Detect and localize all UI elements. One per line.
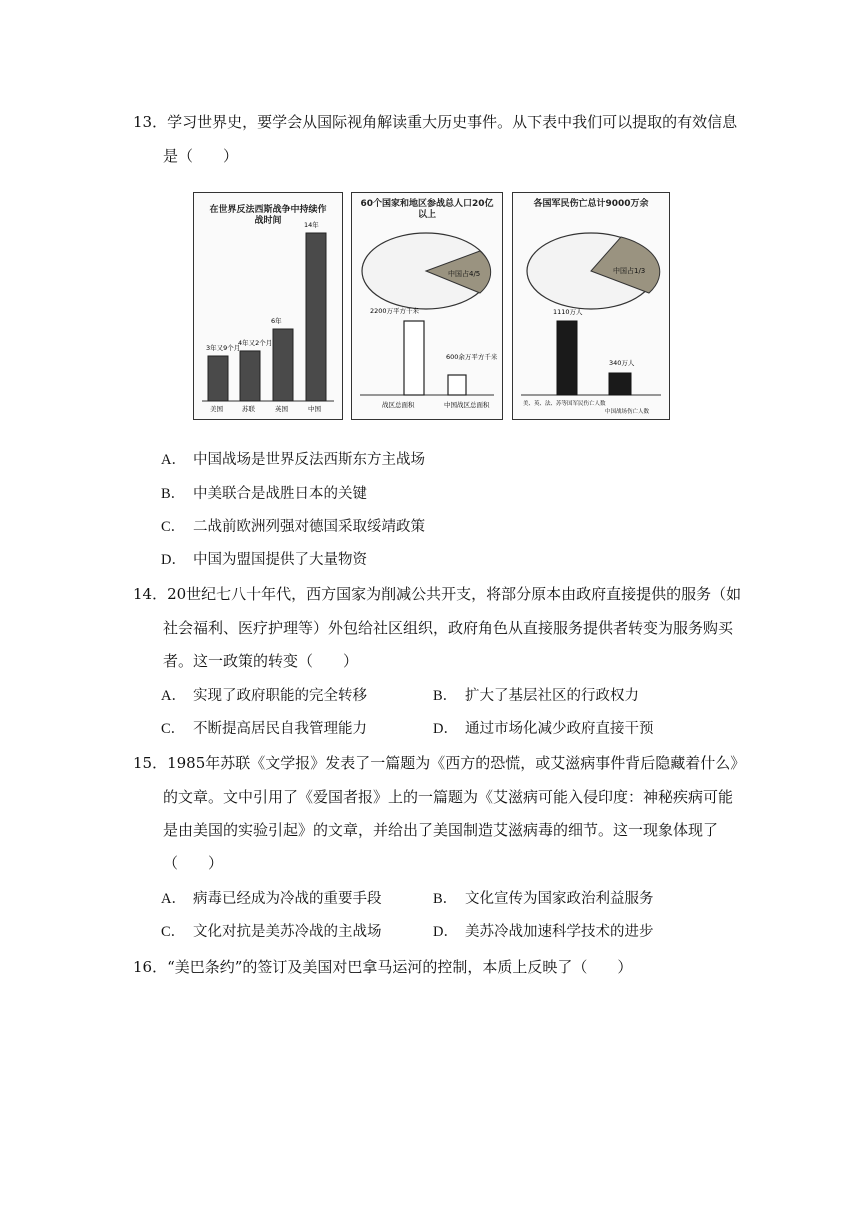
- duration-bar-value-label: 4年又2个月: [238, 338, 273, 347]
- q13-figure: [193, 192, 673, 422]
- option-text: 文化宣传为国家政治利益服务: [465, 891, 654, 907]
- q14-stem-line1: 14．20世纪七八十年代，西方国家为削减公共开支，将部分原本由政府直接提供的服务（如: [133, 585, 742, 603]
- panel-population: [351, 192, 503, 420]
- option-letter: A．: [161, 891, 186, 907]
- option-letter: B．: [433, 891, 458, 907]
- option-text: 病毒已经成为冷战的重要手段: [193, 891, 382, 907]
- option-text: 扩大了基层社区的行政权力: [465, 688, 639, 704]
- option-letter: A．: [161, 452, 186, 468]
- q14-option-b[interactable]: [433, 686, 639, 706]
- duration-bar-category-label: 英国: [275, 405, 288, 413]
- q16-stem-line1: 16．“美巴条约”的签订及美国对巴拿马运河的控制，本质上反映了（ ）: [133, 958, 633, 976]
- casualties-pie-label: 中国占1/3: [613, 267, 646, 275]
- category-war-area: 战区总面积: [382, 401, 415, 409]
- q13-option-b[interactable]: [161, 484, 367, 504]
- population-pie-label: 中国占4/5: [448, 270, 481, 278]
- q14-stem-line2: 社会福利、医疗护理等）外包给社区组织，政府角色从直接服务提供者转变为服务购买: [163, 619, 734, 637]
- q15-option-a[interactable]: [161, 889, 382, 909]
- option-text: 通过市场化减少政府直接干预: [465, 721, 654, 737]
- duration-bar: [273, 329, 293, 401]
- option-text: 中国战场是世界反法西斯东方主战场: [193, 452, 425, 468]
- option-text: 实现了政府职能的完全转移: [193, 688, 367, 704]
- bar-war-area: [404, 321, 424, 395]
- bar-china-casualties: [609, 373, 631, 395]
- duration-bar: [208, 356, 228, 401]
- bar-allied-casualties-label: 1110万人: [553, 308, 583, 316]
- panel-casualties-chart: [513, 193, 668, 418]
- option-letter: C．: [161, 924, 186, 940]
- q13-stem-line2: 是（ ）: [163, 147, 239, 165]
- bar-war-area-label: 2200万平方千米: [370, 307, 420, 315]
- category-china-area: 中国战区总面积: [444, 401, 490, 409]
- option-text: 不断提高居民自我管理能力: [193, 721, 367, 737]
- q14-stem-line3: 者。这一政策的转变（ ）: [163, 652, 359, 670]
- q13-option-a[interactable]: [161, 450, 425, 470]
- q13-stem-line1: 13．学习世界史，要学会从国际视角解读重大历史事件。从下表中我们可以提取的有效信息: [133, 113, 738, 131]
- category-china: 中国战场伤亡人数: [605, 409, 650, 415]
- bar-allied-casualties: [557, 321, 577, 395]
- option-text: 文化对抗是美苏冷战的主战场: [193, 924, 382, 940]
- bar-china-area-label: 600余万平方千米: [446, 353, 498, 361]
- duration-bar-value-label: 3年又9个月: [206, 344, 241, 352]
- q14-option-a[interactable]: [161, 686, 367, 706]
- option-letter: B．: [433, 688, 458, 704]
- option-letter: B．: [161, 486, 186, 502]
- duration-bar-value-label: 14年: [304, 221, 319, 229]
- panel-duration: [193, 192, 343, 420]
- q13-option-c[interactable]: [161, 517, 425, 537]
- q14-option-c[interactable]: [161, 719, 367, 739]
- option-letter: C．: [161, 519, 186, 535]
- q15-option-d[interactable]: [433, 922, 654, 942]
- option-letter: C．: [161, 721, 186, 737]
- panel-casualties-title: 各国军民伤亡总计9000万余: [533, 199, 649, 209]
- q15-stem-line1: 15．1985年苏联《文学报》发表了一篇题为《西方的恐慌，或艾滋病事件背后隐藏着什么》: [133, 754, 746, 772]
- q15-stem-line4: （ ）: [163, 854, 224, 872]
- panel-population-title: 60个国家和地区参战总人口20亿以上: [360, 199, 494, 220]
- q13-option-d[interactable]: [161, 550, 367, 570]
- option-letter: A．: [161, 688, 186, 704]
- q15-option-c[interactable]: [161, 922, 382, 942]
- duration-bar: [240, 351, 260, 401]
- option-text: 中美联合是战胜日本的关键: [193, 486, 367, 502]
- q15-stem-line2: 的文章。文中引用了《爱国者报》上的一篇题为《艾滋病可能入侵印度：神秘疾病可能: [163, 788, 734, 806]
- category-allied: 美、英、法、苏等国军民伤亡人数: [523, 401, 606, 407]
- option-letter: D．: [161, 552, 186, 568]
- panel-casualties: [512, 192, 670, 420]
- q15-stem-line3: 是由美国的实验引起》的文章，并给出了美国制造艾滋病毒的细节。这一现象体现了: [163, 821, 719, 839]
- q14-option-d[interactable]: [433, 719, 654, 739]
- duration-bar-category-label: 中国: [308, 405, 321, 413]
- duration-bar-category-label: 苏联: [242, 405, 255, 413]
- option-letter: D．: [433, 721, 458, 737]
- panel-population-chart: [352, 193, 501, 418]
- panel-duration-title: 在世界反法西斯战争中持续作战时间: [209, 205, 327, 226]
- option-text: 美苏冷战加速科学技术的进步: [465, 924, 654, 940]
- duration-bar-category-label: 美国: [210, 405, 223, 413]
- duration-bar-value-label: 6年: [271, 317, 282, 325]
- duration-bar: [306, 233, 326, 401]
- panel-duration-chart: [194, 193, 341, 418]
- q15-option-b[interactable]: [433, 889, 654, 909]
- option-text: 二战前欧洲列强对德国采取绥靖政策: [193, 519, 425, 535]
- option-letter: D．: [433, 924, 458, 940]
- bar-china-area: [448, 375, 466, 395]
- option-text: 中国为盟国提供了大量物资: [193, 552, 367, 568]
- bar-china-casualties-label: 340万人: [609, 359, 635, 367]
